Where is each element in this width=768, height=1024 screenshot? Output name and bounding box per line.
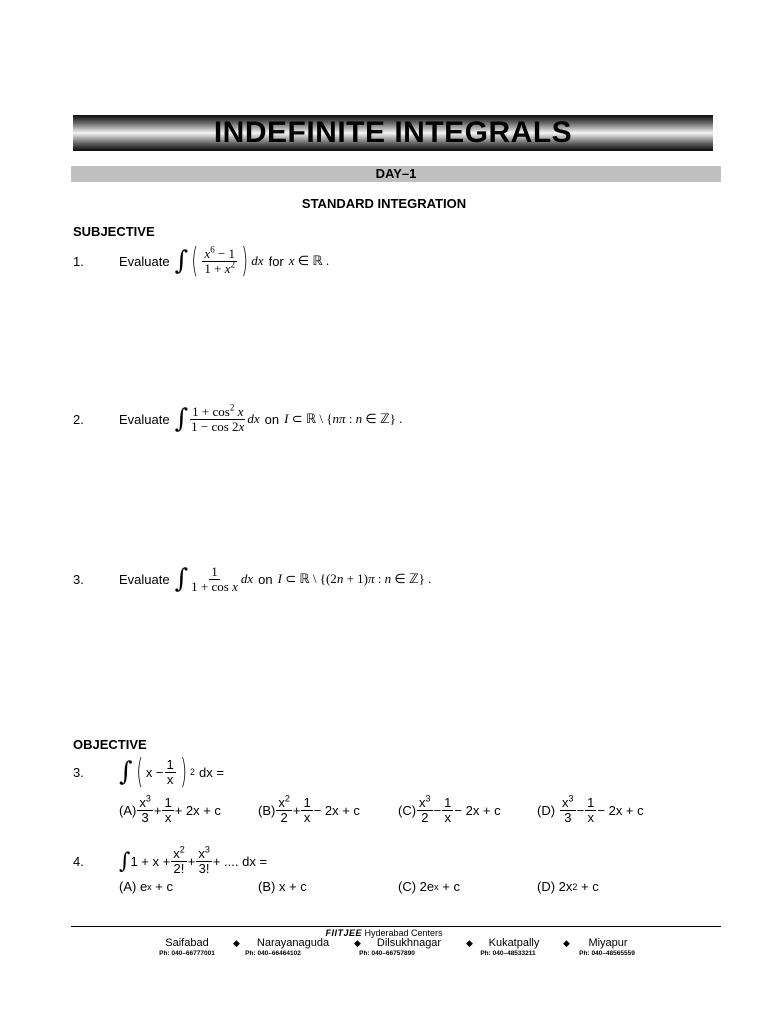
- integral-expression-1: ∫ ( $\frac{x^6 - 1}{1 + x^2}$ ) dx: [174, 241, 264, 281]
- objective-heading: OBJECTIVE: [73, 737, 147, 752]
- question-2: [119, 398, 402, 440]
- question-conjunction: on: [264, 411, 280, 427]
- footer-divider: [71, 926, 721, 927]
- option-c[interactable]: (C) $\frac{x^3}{2}$ − $\frac{1}{x}$ − 2x + c: [398, 793, 501, 825]
- center-phone: Ph: 040–48565559: [579, 950, 635, 957]
- question-number: 4.: [73, 854, 84, 869]
- diamond-icon: ◆: [233, 938, 240, 948]
- day-label: DAY–1: [71, 166, 721, 182]
- option-c[interactable]: (C) 2e x + c: [398, 879, 460, 894]
- question-number: 3.: [73, 765, 84, 780]
- question-verb: Evaluate: [119, 411, 170, 427]
- objective-question-4: ∫ 1 + x + $\frac{x^2}{2!}$ + $\frac{x^3}{3!}$ + .... dx =: [119, 844, 268, 876]
- domain-condition-3: I ⊂ ℝ \ {(2n + 1)π : n ∈ ℤ} .: [277, 571, 432, 586]
- center-name: Kukatpally: [488, 937, 540, 949]
- domain-condition-1: x ∈ ℝ .: [288, 253, 330, 268]
- option-b[interactable]: (B) $\frac{x^2}{2}$ + $\frac{1}{x}$ − 2x + c: [258, 793, 360, 825]
- question-conjunction: on: [258, 571, 273, 587]
- question-conjunction: for: [268, 253, 284, 269]
- title-banner: [73, 115, 713, 151]
- option-b[interactable]: (B) x + c: [258, 879, 307, 894]
- integral-expression-2: ∫ $\frac{1 + \cos^2 x}{1 - \cos 2x}$ dx: [174, 402, 260, 434]
- integral-expression-3: ∫ $\frac{1}{\text{1 + cos x}}$ dx: [174, 563, 254, 594]
- center-phone: Ph: 040–66777001: [159, 950, 215, 957]
- diamond-icon: ◆: [466, 938, 473, 948]
- center-phone: Ph: 040–66464102: [245, 950, 301, 957]
- objective-question-3: ∫ ( x − $\frac{1}{x}$ ) 2 dx =: [119, 752, 224, 792]
- section-title: STANDARD INTEGRATION: [301, 196, 467, 211]
- question-number: 2.: [73, 412, 84, 427]
- footer-heading: FIITJEE Hyderabad Centers: [325, 928, 443, 938]
- option-d[interactable]: (D) $\frac{x^3}{3}$ − $\frac{1}{x}$ − 2x + c: [537, 793, 644, 825]
- subjective-heading: SUBJECTIVE: [73, 224, 155, 239]
- diamond-icon: ◆: [354, 938, 361, 948]
- question-number: 3.: [73, 572, 84, 587]
- brand-logo: FIITJEE: [325, 928, 362, 938]
- center-name: Narayanaguda: [256, 937, 330, 949]
- domain-condition-2: I ⊂ ℝ \ {nπ : n ∈ ℤ} .: [284, 411, 403, 426]
- option-a[interactable]: (A) $\frac{x^3}{3}$ + $\frac{1}{x}$ + 2x + c: [119, 793, 221, 825]
- center-name: Miyapur: [588, 937, 628, 949]
- center-name: Dilsukhnagar: [376, 937, 442, 949]
- diamond-icon: ◆: [563, 938, 570, 948]
- page-title: INDEFINITE INTEGRALS: [213, 116, 573, 149]
- option-d[interactable]: (D) 2x 2 + c: [537, 879, 599, 894]
- question-1: [119, 240, 329, 282]
- center-phone: Ph: 040–66757890: [359, 950, 415, 957]
- center-phone: Ph: 040–48533211: [480, 950, 536, 957]
- question-3: [119, 558, 431, 600]
- option-a[interactable]: (A) e x + c: [119, 879, 173, 894]
- question-verb: Evaluate: [119, 253, 170, 269]
- question-number: 1.: [73, 254, 84, 269]
- question-verb: Evaluate: [119, 571, 170, 587]
- center-name: Saifabad: [165, 937, 209, 949]
